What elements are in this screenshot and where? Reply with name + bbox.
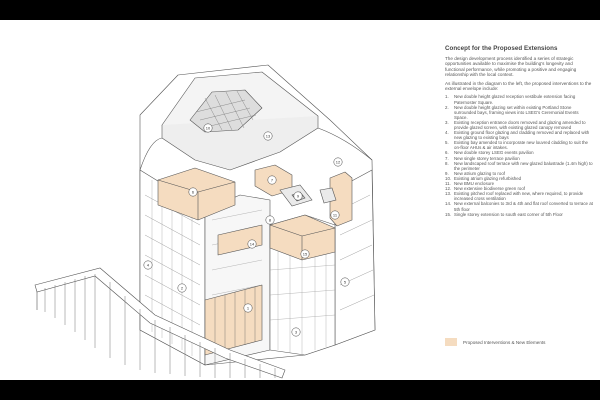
- intervention-item: [445, 140, 593, 150]
- legend: [445, 338, 545, 346]
- intervention-text: Existing reception entrance doors removed and glazing amended to provide glazed screen, with existing glazed canopy removed: [454, 119, 586, 130]
- intervention-number: 15.: [445, 211, 452, 217]
- callout-12: [334, 158, 342, 166]
- svg-text:3: 3: [294, 329, 298, 335]
- svg-text:9: 9: [296, 193, 300, 199]
- svg-text:1: 1: [246, 305, 250, 311]
- svg-text:7: 7: [270, 177, 274, 183]
- intervention-number: 9.: [445, 170, 449, 176]
- intervention-item: [445, 120, 593, 130]
- panel-intro-list-lead: As illustrated in the diagram to the left, the proposed interventions to the external envelope include:: [445, 80, 592, 92]
- intervention-number: 12.: [445, 186, 452, 192]
- svg-text:13: 13: [265, 133, 271, 139]
- legend-swatch: [445, 338, 457, 346]
- intervention-number: 7.: [445, 155, 449, 161]
- intervention-item: [445, 201, 593, 211]
- callout-14: [248, 240, 256, 248]
- intervention-item: [445, 191, 593, 201]
- legend-label: Proposed Interventions & New Elements: [463, 339, 546, 345]
- intervention-text: Existing bay amended to incorporate new louvred cladding to suit the on-floor AHUs & air intakes.: [454, 140, 588, 151]
- intervention-text: New BMU enclosure: [454, 181, 495, 187]
- isometric-building-diagram: [0, 20, 440, 380]
- svg-text:8: 8: [268, 217, 272, 223]
- callout-2: [178, 284, 186, 292]
- intervention-text: Existing pitched roof replaced with new, where required, to provide increased cross ventilation: [454, 191, 584, 202]
- intervention-text: New double height glazing set within existing Portland Stone surrounded bays, framing views into LSEG's Ceremonial Events Space.: [454, 104, 579, 120]
- panel-intro: The design development process identified a series of strategic opportunities available to maximise the building's longevity and functional performance, while promoting a positive and engaging relationship with the local context.: [445, 56, 577, 78]
- callout-1: [244, 304, 252, 312]
- callout-4: [144, 261, 152, 269]
- letterbox-top: [0, 0, 600, 20]
- svg-text:15: 15: [302, 251, 308, 257]
- intervention-number: 3.: [445, 119, 449, 125]
- svg-text:2: 2: [180, 285, 184, 291]
- intervention-number: 6.: [445, 150, 449, 156]
- intervention-number: 13.: [445, 191, 452, 197]
- callout-6: [189, 188, 197, 196]
- intervention-text: Existing ground floor glazing and cladding removed and replaced with new glazing to existing bays: [454, 130, 590, 141]
- intervention-number: 1.: [445, 94, 449, 100]
- intervention-text: New landscaped roof terrace with new glazed balustrade (1.4m high) to the perimeter: [454, 160, 593, 171]
- svg-text:11: 11: [332, 212, 338, 218]
- interventions-list: [445, 94, 593, 216]
- intervention-number: 10.: [445, 175, 452, 181]
- intervention-text: New atrium glazing to roof: [454, 170, 506, 176]
- callout-10: [204, 124, 212, 132]
- intervention-item: [445, 212, 593, 217]
- svg-text:5: 5: [343, 279, 347, 285]
- intervention-number: 4.: [445, 130, 449, 136]
- callout-3: [292, 328, 300, 336]
- intervention-text: New double height glazed reception vestibule extension facing Paternoster Square.: [454, 94, 576, 105]
- callout-11: [331, 211, 339, 219]
- svg-text:4: 4: [146, 262, 150, 268]
- svg-text:14: 14: [249, 241, 255, 247]
- intervention-text: Existing atrium glazing refurbished: [454, 175, 522, 181]
- concept-text-panel: [445, 45, 593, 217]
- callout-15: [301, 250, 309, 258]
- callout-13: [264, 132, 272, 140]
- svg-text:6: 6: [191, 189, 195, 195]
- intervention-text: New extensive biodiverse green roof: [454, 186, 526, 192]
- intervention-text: New double storey LSEG events pavilion: [454, 150, 534, 156]
- callout-5: [341, 278, 349, 286]
- intervention-number: 14.: [445, 201, 452, 207]
- intervention-text: New external balconies to 3rd & 4th and flat roof converted to terrace at 5th floor: [454, 201, 593, 212]
- intervention-item: [445, 130, 593, 140]
- intervention-item: [445, 161, 593, 171]
- intervention-text: New single storey terrace pavilion: [454, 155, 520, 161]
- svg-text:10: 10: [205, 125, 211, 131]
- callout-7: [268, 176, 276, 184]
- intervention-number: 2.: [445, 104, 449, 110]
- intervention-number: 8.: [445, 160, 449, 166]
- svg-text:12: 12: [335, 159, 341, 165]
- intervention-number: 5.: [445, 140, 449, 146]
- panel-title: Concept for the Proposed Extensions: [445, 45, 558, 52]
- presentation-sheet: [0, 20, 600, 380]
- callout-8: [266, 216, 274, 224]
- letterbox-bottom: [0, 380, 600, 400]
- intervention-text: Single storey extension to south east corner of 5th Floor: [454, 211, 563, 217]
- intervention-number: 11.: [445, 181, 451, 187]
- callout-9: [294, 192, 302, 200]
- intervention-item: [445, 105, 593, 120]
- intervention-item: [445, 94, 593, 104]
